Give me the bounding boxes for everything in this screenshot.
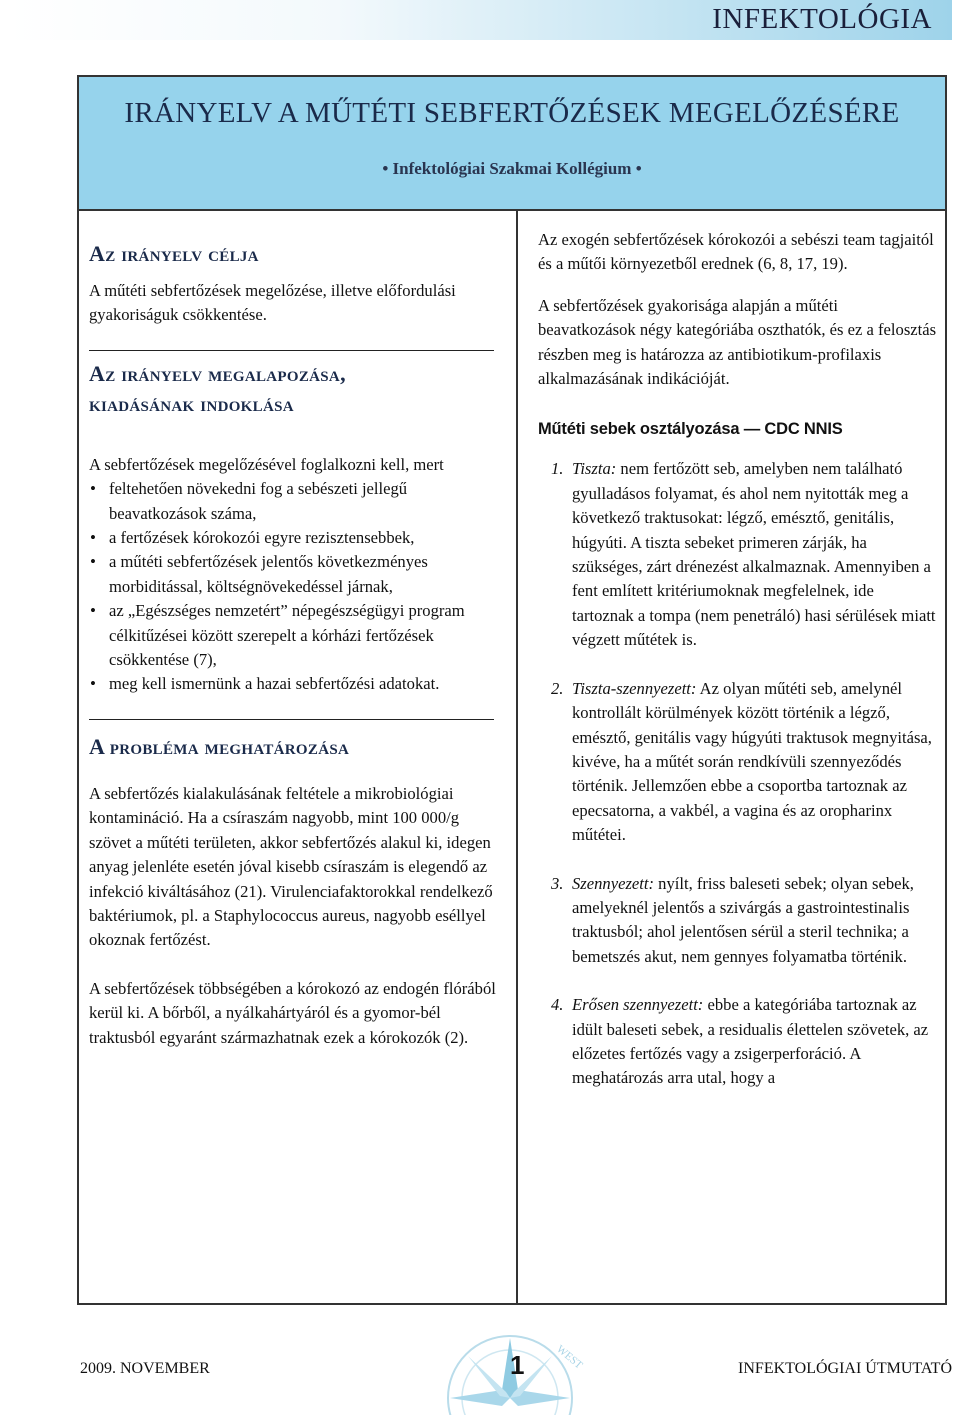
exogen-paragraph: Az exogén sebfertőzések kórokozói a sebészi team tagjaitól és a műtői környezetből erednek (6, 8, 17, 19). [538,230,934,274]
list-item: • a műtéti sebfertőzések jelentős következményes morbiditással, költségnövekedéssel járnak, [89,550,499,599]
category-label: Erősen szennyezett: [572,995,704,1015]
category-item-1 [538,457,938,652]
classification-heading: Műtéti sebek osztályozása — CDC NNIS [538,420,843,439]
header-title: INFEKTOLÓGIA [712,3,932,35]
heading-problem: A probléma meghatározása [89,733,350,759]
category-number: 1. [551,459,564,479]
list-item: • az „Egészséges nemzetért” népegészségügyi program célkitűzései között szerepelt a kórházi fertőzések csökkentése (7), [89,599,499,672]
right-column [538,228,938,1091]
category-number: 3. [551,873,564,893]
compass-label: WEST [554,1343,585,1372]
content-box [77,209,947,1305]
column-divider [516,211,518,1303]
category-item-2 [538,677,938,848]
category-label: Szennyezett: [572,873,655,893]
title-box [77,75,947,209]
list-item: • a fertőzések kórokozói egyre rezisztensebbek, [89,526,499,550]
category-item-4 [538,993,938,1091]
heading-purpose: Az irányelv célja [89,241,259,266]
category-text: nem fertőzött seb, amelyben nem található gyulladásos folyamat, és ahol nem nyitották meg a következő traktusokat: légző, emésztő, genitális, húgyúti. A tiszta sebeket primeren zárják, ha szükséges, zárt drénezést alkalmaznak. Amennyiben a fent említett kritériumoknak megfelelnek, ide tartoznak a tompa (nem penetráló) hasi sérülések miatt végzett műtétek is. [572,459,936,650]
category-label: Tiszta-szennyezett: [572,678,697,698]
purpose-paragraph: A műtéti sebfertőzések megelőzése, illetve előfordulási gyakoriságuk csökkentése. [89,281,456,325]
left-column [89,239,499,1050]
list-item: • feltehetően növekedni fog a sebészeti jellegű beavatkozások száma, [89,477,499,526]
page-number: 1 [510,1350,525,1380]
category-item-3 [538,872,938,970]
reasons-list [89,477,499,697]
list-item: • meg kell ismernünk a hazai sebfertőzési adatokat. [89,672,499,696]
foundation-paragraph: A sebfertőzések megelőzésével foglalkozni kell, mert [89,454,444,474]
category-label: Tiszta: [572,459,617,479]
document-subtitle: • Infektológiai Szakmai Kollégium • [382,159,642,178]
category-text: Az olyan műtéti seb, amelynél kontrollált körülmények között történik a légző, emésztő, genitális vagy húgyúti traktusok megnyitása, kivéve, ha a műtét során rendkívüli szennyeződés történik. Jellemzően ebbe a csoportba tartoznak az epecsatorna, a vakbél, a vagina és az oropharinx műtétei. [572,678,932,845]
category-text: nyílt, friss baleseti sebek; olyan sebek, amelyeknél jelentős a szivárgás a gastrointestinalis traktusból; ahol jelentősen sérül a steril technika; a bemetszés akut, nem gennyes folyamatba történik. [572,873,914,966]
footer-date: 2009. NOVEMBER [80,1360,210,1377]
section-rule [89,350,494,351]
categories-paragraph: A sebfertőzések gyakorisága alapján a műtéti beavatkozások négy kategóriába oszthatók, és ez a felosztás részben meg is határozza az antibiotikum-profilaxis alkalmazásának indikációját. [538,295,937,389]
category-text: ebbe a kategóriába tartoznak az idült baleseti sebek, a residualis élettelen szövetek, az előzetes fertőzés vagy a zsigerperforáció. A meghatározás arra utal, hogy a [572,995,929,1088]
problem-paragraph: A sebfertőzés kialakulásának feltétele a mikrobiológiai kontamináció. Ha a csíraszám nagyobb, mint 100 000/g szövet a műtéti területen, akkor sebfertőzés alakul ki, idegen anyag jelenléte esetén jóval kisebb csíraszám is elegendő az infekció kiváltásához (21). Virulenciafaktorokkal rendelkező baktériumok, pl. a Staphylococcus aureus, nagyobb eséllyel okoznak fertőzést. [89,783,493,950]
endogen-paragraph: A sebfertőzések többségében a kórokozó az endogén flórából kerül ki. A bőrből, a nyálkahártyáról és a gyomor-bél traktusból egyaránt származhatnak ezek a kórokozók (2). [89,978,496,1047]
category-number: 2. [551,678,564,698]
heading-foundation-line1: Az irányelv megalapozása, [89,360,346,386]
document-title: IRÁNYELV A MŰTÉTI SEBFERTŐZÉSEK MEGELŐZÉSÉRE [124,97,900,129]
footer-guide-title: INFEKTOLÓGIAI ÚTMUTATÓ [738,1360,952,1377]
header-bar [8,0,952,40]
category-number: 4. [551,995,564,1015]
heading-foundation-line2: kiadásának indoklása [89,390,294,416]
section-rule [89,719,494,720]
